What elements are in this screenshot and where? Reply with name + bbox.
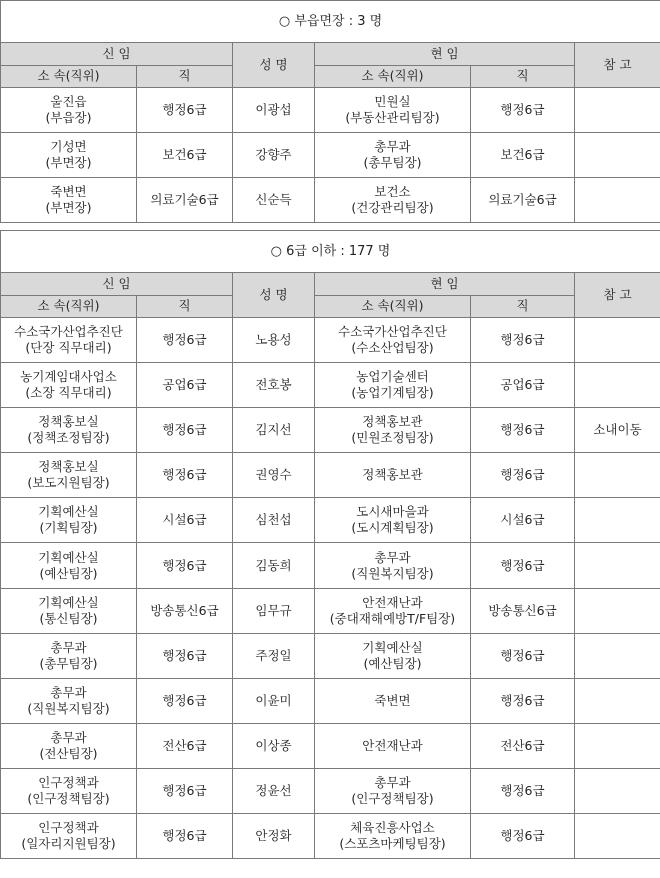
new-affiliation-cell [1,814,137,859]
current-affiliation-cell-line: (중대재해예방T/F팀장) [329,610,456,626]
new-affiliation-cell-line: (총무팀장) [39,655,98,671]
current-affiliation-cell [315,88,471,133]
new-affiliation-cell-line: 기획예산실 [38,504,99,520]
new-affiliation-cell-line: 총무과 [50,639,87,655]
current-affiliation-cell-line: (인구정책팀장) [351,790,434,806]
current-affiliation-cell-line: 기획예산실 [362,639,423,655]
new-affiliation-cell-line: (부면장) [45,200,92,215]
name-cell: 신순득 [233,178,315,223]
current-grade-header: 직 [471,295,575,318]
new-affiliation-cell-line: (보도지원팀장) [27,475,110,491]
new-affiliation-cell-line: (부면장) [45,155,92,170]
table-row [1,633,660,678]
current-affiliation-cell-line: (도시계획팀장) [351,520,434,536]
current-affiliation-cell [315,768,471,813]
current-affiliation-cell-line: 총무과 [374,139,411,154]
name-cell: 김지선 [233,408,315,453]
current-grade-cell: 행정6급 [471,318,575,363]
current-affiliation-cell [315,498,471,543]
current-affiliation-cell-line: (민원조정팀장) [351,430,434,446]
name-cell: 이광섭 [233,88,315,133]
current-affiliation-cell-line: (농업기계팀장) [351,385,434,401]
new-grade-cell: 전산6급 [137,723,233,768]
table-row [1,133,660,178]
new-affiliation-cell [1,133,137,178]
new-affiliation-cell [1,588,137,633]
name-cell: 주정일 [233,633,315,678]
name-cell: 정윤선 [233,768,315,813]
new-affiliation-cell-line: 농기계임대사업소 [20,369,117,385]
current-affiliation-cell-line: 농업기술센터 [356,369,429,385]
note-cell [575,814,660,859]
new-grade-cell: 보건6급 [137,133,233,178]
new-affiliation-cell-line: (소장 직무대리) [25,385,112,401]
current-affiliation-cell-line: 민원실 [374,94,411,109]
new-affiliation-cell-line: 죽변면 [50,184,87,199]
new-affiliation-cell-line: (단장 직무대리) [25,340,112,356]
current-affiliation-cell-line: (직원복지팀장) [351,565,434,581]
current-affiliation-cell-line: (총무팀장) [363,155,422,170]
new-position-header: 신 임 [1,273,233,296]
new-grade-header: 직 [137,65,233,88]
table-row [1,814,660,859]
new-grade-cell: 행정6급 [137,88,233,133]
new-affiliation-cell [1,498,137,543]
table-row [1,318,660,363]
current-position-header: 현 임 [315,273,575,296]
new-affiliation-cell-line: 기성면 [50,139,87,154]
table-row [1,678,660,723]
name-cell: 이윤미 [233,678,315,723]
current-affiliation-cell-line: 총무과 [374,549,411,565]
section-title: ○ 6급 이하 : 177 명 [1,231,660,273]
table-row [1,453,660,498]
current-affiliation-cell-line: 죽변면 [374,692,411,708]
new-grade-cell: 행정6급 [137,814,233,859]
new-position-header: 신 임 [1,43,233,66]
new-grade-cell: 행정6급 [137,318,233,363]
name-cell: 안정화 [233,814,315,859]
current-affiliation-header: 소 속(직위) [315,65,471,88]
name-cell: 권영수 [233,453,315,498]
current-affiliation-cell-line: (스포츠마케팅팀장) [339,836,446,852]
new-affiliation-cell [1,723,137,768]
current-affiliation-cell-line: 안전재난과 [362,594,423,610]
new-grade-cell: 행정6급 [137,768,233,813]
current-affiliation-cell-line: 안전재난과 [362,737,423,753]
current-grade-cell: 행정6급 [471,408,575,453]
new-affiliation-cell-line: 정책홍보실 [38,459,99,475]
new-affiliation-cell [1,678,137,723]
new-grade-cell: 행정6급 [137,633,233,678]
new-affiliation-cell-line: (전산팀장) [39,745,98,761]
current-affiliation-cell [315,318,471,363]
note-cell [575,633,660,678]
current-affiliation-cell-line: (건강관리팀장) [351,200,434,215]
new-affiliation-cell-line: (통신팀장) [39,610,98,626]
new-grade-header: 직 [137,295,233,318]
new-affiliation-cell [1,408,137,453]
current-affiliation-cell-line: 도시새마을과 [356,504,429,520]
current-affiliation-cell [315,723,471,768]
note-cell [575,498,660,543]
current-affiliation-cell-line: 총무과 [374,774,411,790]
new-grade-cell: 행정6급 [137,543,233,588]
note-cell [575,178,660,223]
current-grade-cell: 시설6급 [471,498,575,543]
new-affiliation-cell-line: 기획예산실 [38,594,99,610]
current-affiliation-cell-line: 보건소 [374,184,411,199]
name-header: 성 명 [233,43,315,88]
new-affiliation-cell [1,318,137,363]
name-header: 성 명 [233,273,315,318]
table-row [1,408,660,453]
new-grade-cell: 행정6급 [137,678,233,723]
new-grade-cell: 공업6급 [137,363,233,408]
name-cell: 노용성 [233,318,315,363]
note-cell [575,453,660,498]
current-grade-cell: 행정6급 [471,814,575,859]
new-grade-cell: 의료기술6급 [137,178,233,223]
current-affiliation-cell-line: 체육진흥사업소 [350,820,435,836]
new-affiliation-cell-line: 인구정책과 [38,820,99,836]
new-affiliation-cell-line: (기획팀장) [39,520,98,536]
name-cell: 이상종 [233,723,315,768]
new-grade-cell: 행정6급 [137,408,233,453]
executive-appointments-table [0,0,660,223]
new-affiliation-cell [1,543,137,588]
note-header: 참 고 [575,273,660,318]
table-row [1,178,660,223]
note-cell [575,678,660,723]
new-affiliation-header: 소 속(직위) [1,65,137,88]
note-cell [575,318,660,363]
new-affiliation-cell-line: 인구정책과 [38,774,99,790]
table-row [1,363,660,408]
new-affiliation-cell-line: 총무과 [50,684,87,700]
new-affiliation-cell-line: (인구정책팀장) [27,790,110,806]
current-grade-cell: 행정6급 [471,768,575,813]
current-affiliation-cell [315,633,471,678]
note-cell [575,588,660,633]
current-affiliation-cell [315,133,471,178]
new-affiliation-cell [1,363,137,408]
new-affiliation-cell [1,178,137,223]
table-row [1,768,660,813]
note-cell [575,363,660,408]
new-affiliation-cell-line: (일자리지원팀장) [21,836,116,852]
current-affiliation-cell [315,543,471,588]
current-affiliation-cell [315,453,471,498]
current-affiliation-cell-line: 정책홍보관 [362,467,423,483]
note-cell [575,768,660,813]
table-row [1,88,660,133]
name-cell: 심천섭 [233,498,315,543]
current-grade-cell: 행정6급 [471,678,575,723]
current-grade-cell: 행정6급 [471,88,575,133]
table-row [1,723,660,768]
new-affiliation-cell [1,88,137,133]
staff-appointments-table [0,230,660,859]
new-affiliation-cell-line: (부읍장) [45,110,92,125]
note-cell: 소내이동 [575,408,660,453]
table-row [1,588,660,633]
name-cell: 강향주 [233,133,315,178]
current-grade-cell: 의료기술6급 [471,178,575,223]
note-cell [575,88,660,133]
new-grade-cell: 시설6급 [137,498,233,543]
note-header: 참 고 [575,43,660,88]
new-affiliation-cell-line: 총무과 [50,729,87,745]
current-affiliation-cell-line: (부동산관리팀장) [345,110,440,125]
current-grade-header: 직 [471,65,575,88]
new-affiliation-cell-line: 울진읍 [50,94,87,109]
new-affiliation-cell [1,633,137,678]
current-grade-cell: 행정6급 [471,453,575,498]
new-affiliation-cell-line: 수소국가산업추진단 [14,324,123,340]
new-grade-cell: 행정6급 [137,453,233,498]
new-affiliation-cell-line: (정책조정팀장) [27,430,110,446]
current-affiliation-cell-line: 정책홍보관 [362,414,423,430]
current-grade-cell: 공업6급 [471,363,575,408]
new-affiliation-cell [1,453,137,498]
current-grade-cell: 보건6급 [471,133,575,178]
table-row [1,498,660,543]
new-grade-cell: 방송통신6급 [137,588,233,633]
note-cell [575,543,660,588]
current-affiliation-cell [315,814,471,859]
current-grade-cell: 전산6급 [471,723,575,768]
current-affiliation-cell-line: (예산팀장) [363,655,422,671]
new-affiliation-cell-line: 정책홍보실 [38,414,99,430]
name-cell: 김동희 [233,543,315,588]
current-affiliation-cell [315,588,471,633]
current-affiliation-header: 소 속(직위) [315,295,471,318]
current-affiliation-cell-line: 수소국가산업추진단 [338,324,447,340]
new-affiliation-cell-line: 기획예산실 [38,549,99,565]
table-row [1,543,660,588]
note-cell [575,723,660,768]
current-affiliation-cell [315,178,471,223]
current-grade-cell: 방송통신6급 [471,588,575,633]
new-affiliation-cell-line: (예산팀장) [39,565,98,581]
current-position-header: 현 임 [315,43,575,66]
new-affiliation-header: 소 속(직위) [1,295,137,318]
current-affiliation-cell [315,363,471,408]
current-grade-cell: 행정6급 [471,543,575,588]
current-affiliation-cell-line: (수소산업팀장) [351,340,434,356]
new-affiliation-cell-line: (직원복지팀장) [27,700,110,716]
name-cell: 임무규 [233,588,315,633]
new-affiliation-cell [1,768,137,813]
current-affiliation-cell [315,408,471,453]
current-affiliation-cell [315,678,471,723]
current-grade-cell: 행정6급 [471,633,575,678]
section-title: ○ 부읍면장 : 3 명 [1,1,660,43]
note-cell [575,133,660,178]
name-cell: 전호봉 [233,363,315,408]
